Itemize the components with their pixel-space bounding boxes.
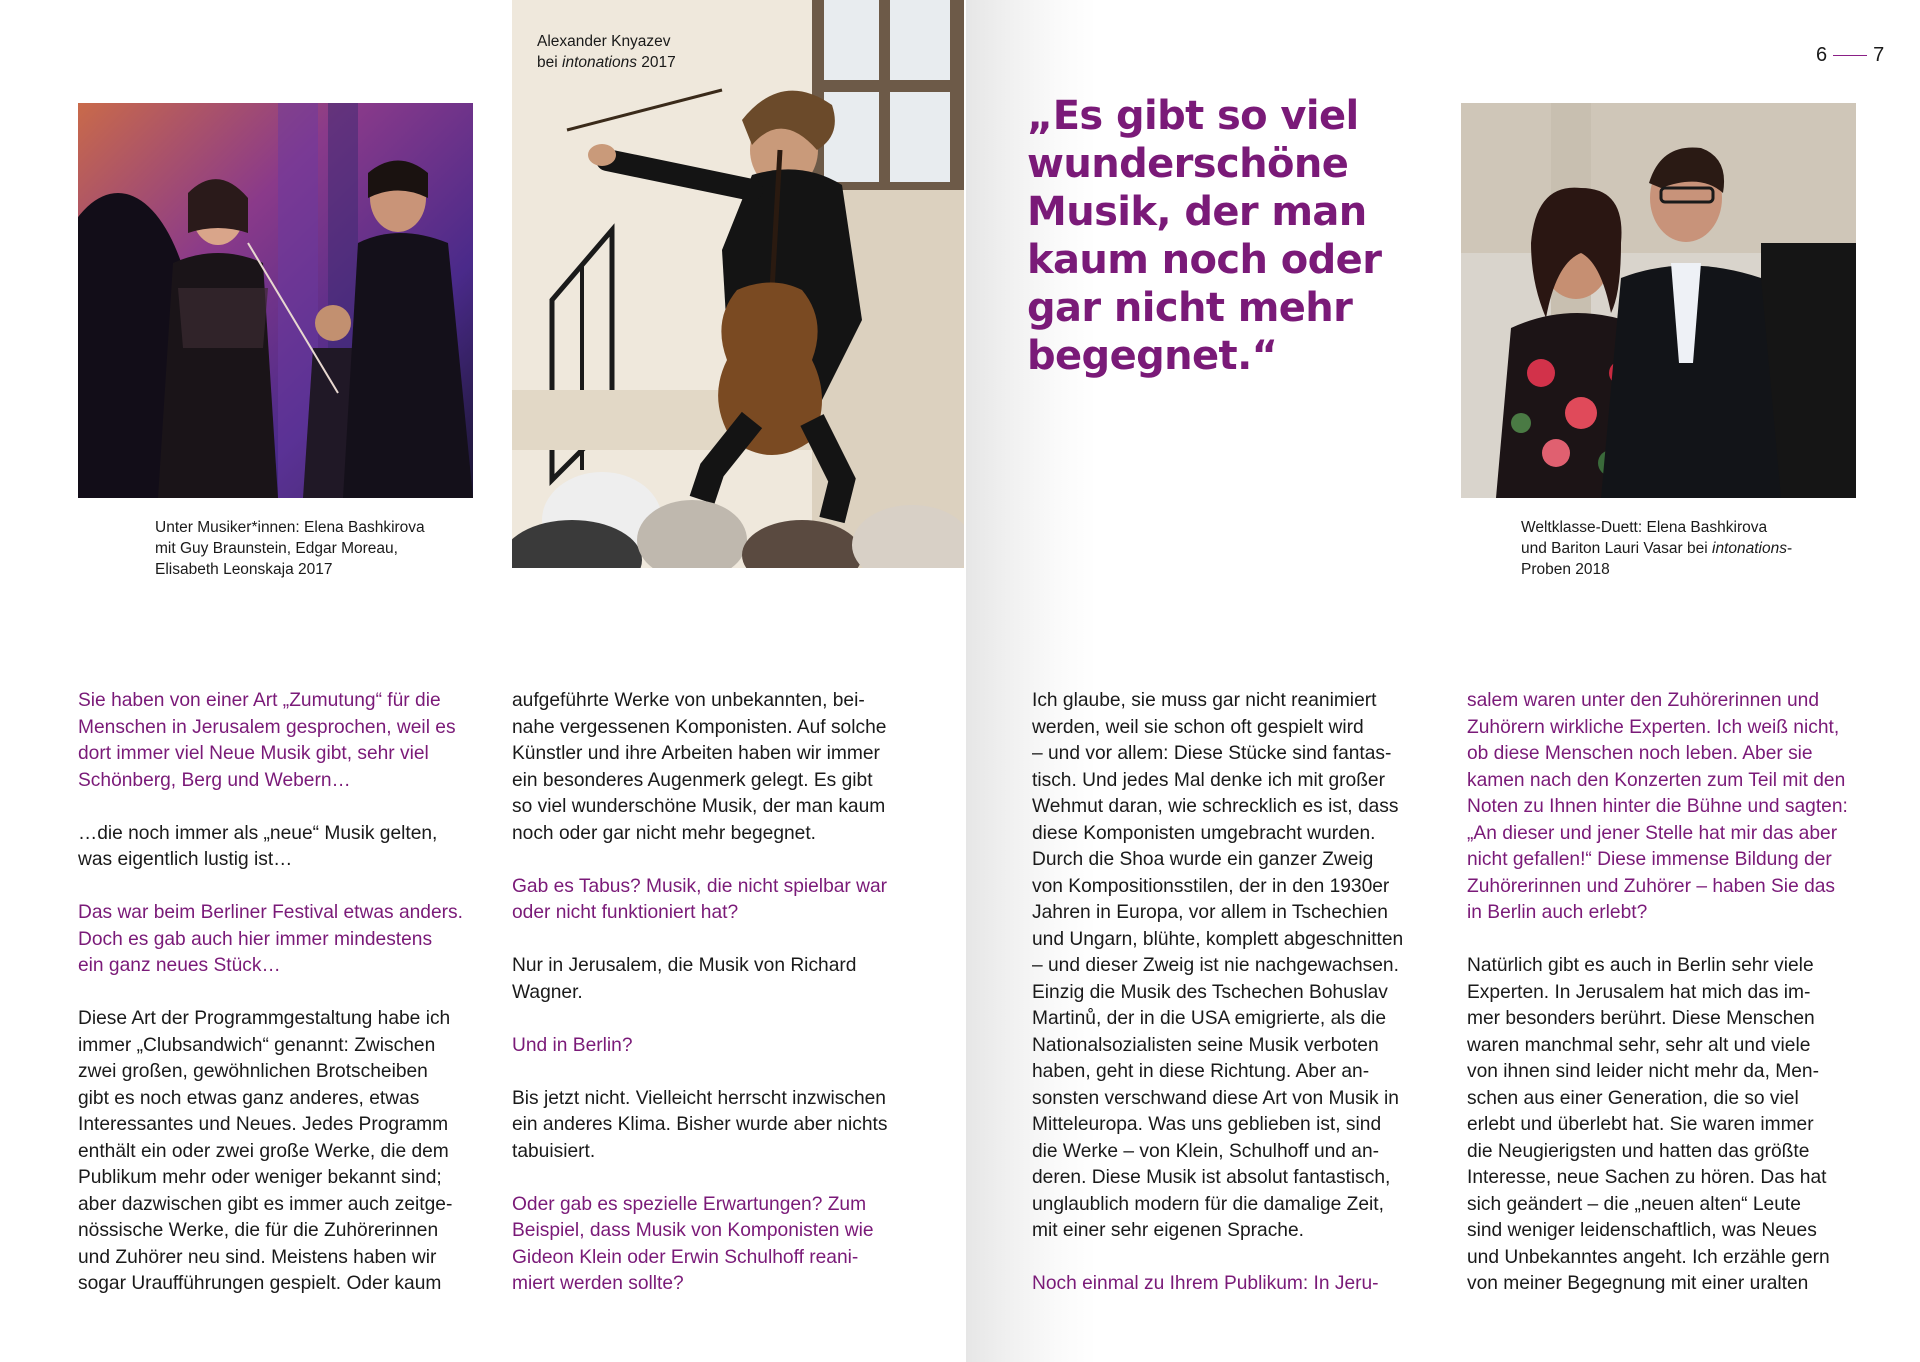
text-line: von meiner Begegnung mit einer uralten bbox=[1467, 1273, 1809, 1294]
interview-question bbox=[78, 900, 476, 980]
pull-quote bbox=[1027, 92, 1387, 380]
interview-question bbox=[512, 874, 910, 927]
caption-text: 2017 bbox=[636, 54, 676, 71]
text-line: Zuhörerinnen und Zuhörer – haben Sie das bbox=[1467, 875, 1836, 897]
text-line: erlebt und überlebt hat. Sie waren immer bbox=[1467, 1114, 1814, 1135]
text-line: deren. Diese Musik ist absolut fantastisch, bbox=[1032, 1167, 1391, 1188]
text-line: ein anderes Klima. Bisher wurde aber nichts bbox=[512, 1114, 888, 1135]
page-numbers bbox=[1816, 44, 1884, 67]
caption-text: bei bbox=[537, 54, 562, 71]
text-line: Nationalsozialisten seine Musik verboten bbox=[1032, 1034, 1379, 1056]
text-line: – und vor allem: Diese Stücke sind fantas- bbox=[1032, 743, 1392, 764]
pull-quote-line: wunderschöne bbox=[1027, 141, 1349, 187]
interview-answer bbox=[78, 821, 476, 874]
text-line: Wagner. bbox=[512, 981, 583, 1003]
text-line: Schönberg, Berg und Webern… bbox=[78, 769, 351, 791]
interview-question bbox=[1467, 688, 1865, 927]
text-line: waren manchmal sehr, sehr alt und viele bbox=[1467, 1034, 1811, 1056]
text-line: Gab es Tabus? Musik, die nicht spielbar war bbox=[512, 875, 888, 897]
caption-line: Unter Musiker*innen: Elena Bashkirova bbox=[155, 519, 425, 536]
text-line: Natürlich gibt es auch in Berlin sehr viele bbox=[1467, 955, 1814, 976]
interview-question bbox=[78, 688, 476, 794]
text-line: oder nicht funktioniert hat? bbox=[512, 902, 739, 923]
text-line: Noten zu Ihnen hinter die Bühne und sagten: bbox=[1467, 796, 1848, 817]
text-line: so viel wunderschöne Musik, der man kaum bbox=[512, 796, 886, 817]
text-line: mer besonders berührt. Diese Menschen bbox=[1467, 1008, 1815, 1029]
interview-answer bbox=[512, 1086, 910, 1166]
caption-festival-name: intonations bbox=[562, 54, 637, 71]
text-line: dort immer viel Neue Musik gibt, sehr viel bbox=[78, 743, 429, 764]
text-line: ein besonderes Augenmerk gelegt. Es gibt bbox=[512, 769, 873, 791]
text-line: und Zuhörer neu sind. Meistens haben wir bbox=[78, 1246, 437, 1268]
text-line: Künstler und ihre Arbeiten haben wir immer bbox=[512, 743, 880, 764]
text-line: aufgeführte Werke von unbekannten, bei- bbox=[512, 690, 865, 711]
interview-question bbox=[512, 1033, 910, 1060]
text-line: Gideon Klein oder Erwin Schulhoff reani- bbox=[512, 1246, 859, 1268]
interview-answer bbox=[512, 688, 910, 847]
pull-quote-line: gar nicht mehr bbox=[1027, 285, 1353, 331]
text-line: in Berlin auch erlebt? bbox=[1467, 902, 1648, 923]
text-line: Einzig die Musik des Tschechen Bohuslav bbox=[1032, 981, 1388, 1003]
text-line: Experten. In Jerusalem hat mich das im- bbox=[1467, 981, 1811, 1003]
caption-photo-cellist bbox=[537, 31, 676, 73]
text-line: tabuisiert. bbox=[512, 1140, 596, 1162]
text-line: Menschen in Jerusalem gesprochen, weil es bbox=[78, 716, 456, 738]
page-number-left: 6 bbox=[1816, 44, 1828, 66]
text-line: Publikum mehr oder weniger bekannt sind; bbox=[78, 1167, 442, 1188]
text-line: gibt es noch etwas ganz anderes, etwas bbox=[78, 1087, 420, 1109]
text-line: sonsten verschwand diese Art von Musik in bbox=[1032, 1087, 1399, 1109]
caption-line: Weltklasse-Duett: Elena Bashkirova bbox=[1521, 519, 1768, 536]
text-line: Doch es gab auch hier immer mindestens bbox=[78, 928, 433, 950]
text-line: ein ganz neues Stück… bbox=[78, 955, 281, 976]
text-line: Mitteleuropa. Was uns geblieben ist, sind bbox=[1032, 1114, 1382, 1135]
pull-quote-line: kaum noch oder bbox=[1027, 237, 1382, 283]
page-number-right: 7 bbox=[1873, 44, 1885, 66]
text-line: Nur in Jerusalem, die Musik von Richard bbox=[512, 955, 857, 976]
text-line: und Ungarn, blühte, komplett abgeschnitten bbox=[1032, 928, 1404, 950]
text-line: Und in Berlin? bbox=[512, 1034, 633, 1056]
text-line: schen aus einer Generation, die so viel bbox=[1467, 1087, 1799, 1109]
text-line: Zuhörern wirkliche Experten. Ich weiß nicht, bbox=[1467, 716, 1840, 738]
text-line: haben, geht in diese Richtung. Aber an- bbox=[1032, 1061, 1370, 1082]
photo-duet bbox=[1461, 103, 1856, 498]
text-line: Noch einmal zu Ihrem Publikum: In Jeru- bbox=[1032, 1273, 1379, 1294]
text-line: Durch die Shoa wurde ein ganzer Zweig bbox=[1032, 849, 1374, 870]
caption-line bbox=[1521, 538, 1792, 559]
caption-photo-duet bbox=[1521, 517, 1792, 580]
text-line: tisch. Und jedes Mal denke ich mit großer bbox=[1032, 769, 1385, 791]
text-line: aber dazwischen gibt es immer auch zeitge- bbox=[78, 1193, 453, 1215]
text-line: die Neugierigsten und hatten das größte bbox=[1467, 1140, 1810, 1162]
text-line: Beispiel, dass Musik von Komponisten wie bbox=[512, 1220, 874, 1241]
text-line: sich geändert – die „neuen alten“ Leute bbox=[1467, 1193, 1801, 1215]
text-line: nicht gefallen!“ Diese immense Bildung der bbox=[1467, 849, 1832, 870]
caption-line bbox=[537, 52, 676, 73]
interview-question bbox=[512, 1192, 910, 1298]
text-line: Sie haben von einer Art „Zumutung“ für die bbox=[78, 690, 441, 711]
caption-line: mit Guy Braunstein, Edgar Moreau, bbox=[155, 540, 398, 557]
caption-text: - bbox=[1786, 540, 1793, 557]
caption-line: Elisabeth Leonskaja 2017 bbox=[155, 561, 333, 578]
page-number-divider bbox=[1833, 55, 1867, 57]
interview-answer bbox=[1467, 953, 1865, 1298]
interview-question bbox=[1032, 1271, 1430, 1298]
photo-cellist bbox=[512, 0, 964, 568]
text-line: mit einer sehr eigenen Sprache. bbox=[1032, 1220, 1304, 1241]
text-line: immer „Clubsandwich“ genannt: Zwischen bbox=[78, 1034, 436, 1056]
caption-line: Proben 2018 bbox=[1521, 561, 1610, 578]
text-line: Oder gab es spezielle Erwartungen? Zum bbox=[512, 1193, 867, 1215]
text-column-3 bbox=[1032, 688, 1430, 1324]
text-line: die Werke – von Klein, Schulhoff und an- bbox=[1032, 1140, 1380, 1162]
text-column-2 bbox=[512, 688, 910, 1324]
text-line: unglaublich modern für die damalige Zeit, bbox=[1032, 1193, 1384, 1215]
text-line: werden, weil sie schon oft gespielt wird bbox=[1032, 716, 1364, 738]
text-line: was eigentlich lustig ist… bbox=[78, 849, 293, 870]
interview-answer bbox=[78, 1006, 476, 1298]
pull-quote-line: Musik, der man bbox=[1027, 189, 1367, 235]
text-line: – und dieser Zweig ist nie nachgewachsen. bbox=[1032, 955, 1399, 976]
text-line: sogar Uraufführungen gespielt. Oder kaum bbox=[78, 1273, 442, 1294]
text-line: Bis jetzt nicht. Vielleicht herrscht inzwischen bbox=[512, 1087, 886, 1109]
text-line: Interessantes und Neues. Jedes Programm bbox=[78, 1114, 449, 1135]
text-line: Diese Art der Programmgestaltung habe ich bbox=[78, 1008, 451, 1029]
pull-quote-line: „Es gibt so viel bbox=[1027, 93, 1359, 139]
caption-line: Alexander Knyazev bbox=[537, 33, 671, 50]
text-line: Wehmut daran, wie schrecklich es ist, dass bbox=[1032, 796, 1399, 817]
text-line: von Kompositionsstilen, der in den 1930er bbox=[1032, 875, 1390, 897]
text-line: enthält ein oder zwei große Werke, die dem bbox=[78, 1140, 449, 1162]
text-line: kamen nach den Konzerten zum Teil mit den bbox=[1467, 769, 1846, 791]
text-line: diese Komponisten umgebracht wurden. bbox=[1032, 822, 1376, 844]
text-line: noch oder gar nicht mehr begegnet. bbox=[512, 822, 817, 844]
text-column-4 bbox=[1467, 688, 1865, 1324]
text-line: und Unbekanntes angeht. Ich erzähle gern bbox=[1467, 1246, 1830, 1268]
text-line: Martinů, der in die USA emigrierte, als die bbox=[1032, 1008, 1387, 1029]
interview-answer bbox=[512, 953, 910, 1006]
caption-text: und Bariton Lauri Vasar bei bbox=[1521, 540, 1712, 557]
text-line: „An dieser und jener Stelle hat mir das aber bbox=[1467, 822, 1838, 844]
text-line: ob diese Menschen noch leben. Aber sie bbox=[1467, 743, 1813, 764]
text-line: salem waren unter den Zuhörerinnen und bbox=[1467, 690, 1819, 711]
text-line: von ihnen sind leider nicht mehr da, Men- bbox=[1467, 1061, 1819, 1082]
photo-musicians bbox=[78, 103, 473, 498]
caption-festival-name: intonations bbox=[1712, 540, 1787, 557]
text-line: zwei großen, gewöhnlichen Brotscheiben bbox=[78, 1061, 428, 1082]
text-line: miert werden sollte? bbox=[512, 1273, 684, 1294]
text-line: Interesse, neue Sachen zu hören. Das hat bbox=[1467, 1167, 1827, 1188]
text-line: Das war beim Berliner Festival etwas anders. bbox=[78, 902, 463, 923]
text-line: sind weniger leidenschaftlich, was Neues bbox=[1467, 1220, 1817, 1241]
caption-photo-musicians bbox=[155, 517, 425, 580]
text-column-1 bbox=[78, 688, 476, 1324]
text-line: Jahren in Europa, vor allem in Tschechien bbox=[1032, 902, 1388, 923]
text-line: nahe vergessenen Komponisten. Auf solche bbox=[512, 716, 887, 738]
text-line: nössische Werke, die für die Zuhörerinnen bbox=[78, 1220, 439, 1241]
text-line: Ich glaube, sie muss gar nicht reanimiert bbox=[1032, 690, 1377, 711]
pull-quote-line: begegnet.“ bbox=[1027, 333, 1278, 379]
text-line: …die noch immer als „neue“ Musik gelten, bbox=[78, 822, 438, 844]
interview-answer bbox=[1032, 688, 1430, 1245]
